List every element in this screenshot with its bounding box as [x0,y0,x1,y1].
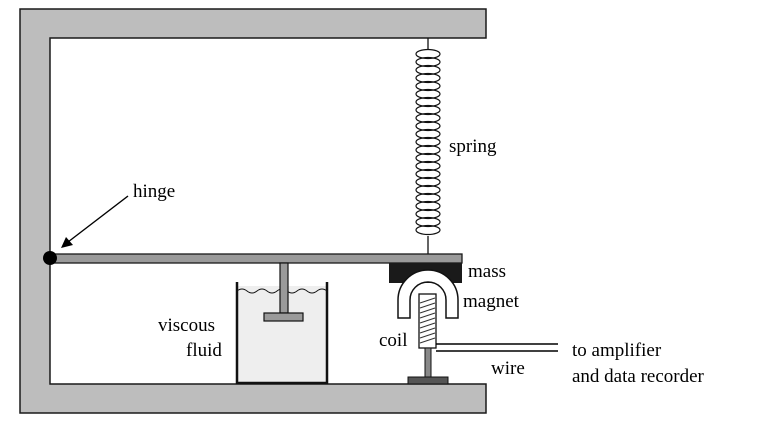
mass-label: mass [468,261,506,282]
output-wire [436,344,558,351]
spring [416,38,440,255]
coil [419,294,436,348]
beam [50,254,462,263]
output-label-line2: and data recorder [572,366,704,387]
hinge-arrow [61,196,128,248]
viscous-fluid-label-line2: fluid [186,340,222,361]
wire-label: wire [491,358,525,379]
spring-label: spring [449,136,497,157]
coil-label: coil [379,330,408,351]
coil-post [408,348,448,384]
hinge-label: hinge [133,181,176,202]
viscous-fluid-label-line1: viscous [158,315,215,336]
magnet-label: magnet [463,291,519,312]
hinge-pivot [43,251,57,265]
output-label-line1: to amplifier [572,340,662,361]
